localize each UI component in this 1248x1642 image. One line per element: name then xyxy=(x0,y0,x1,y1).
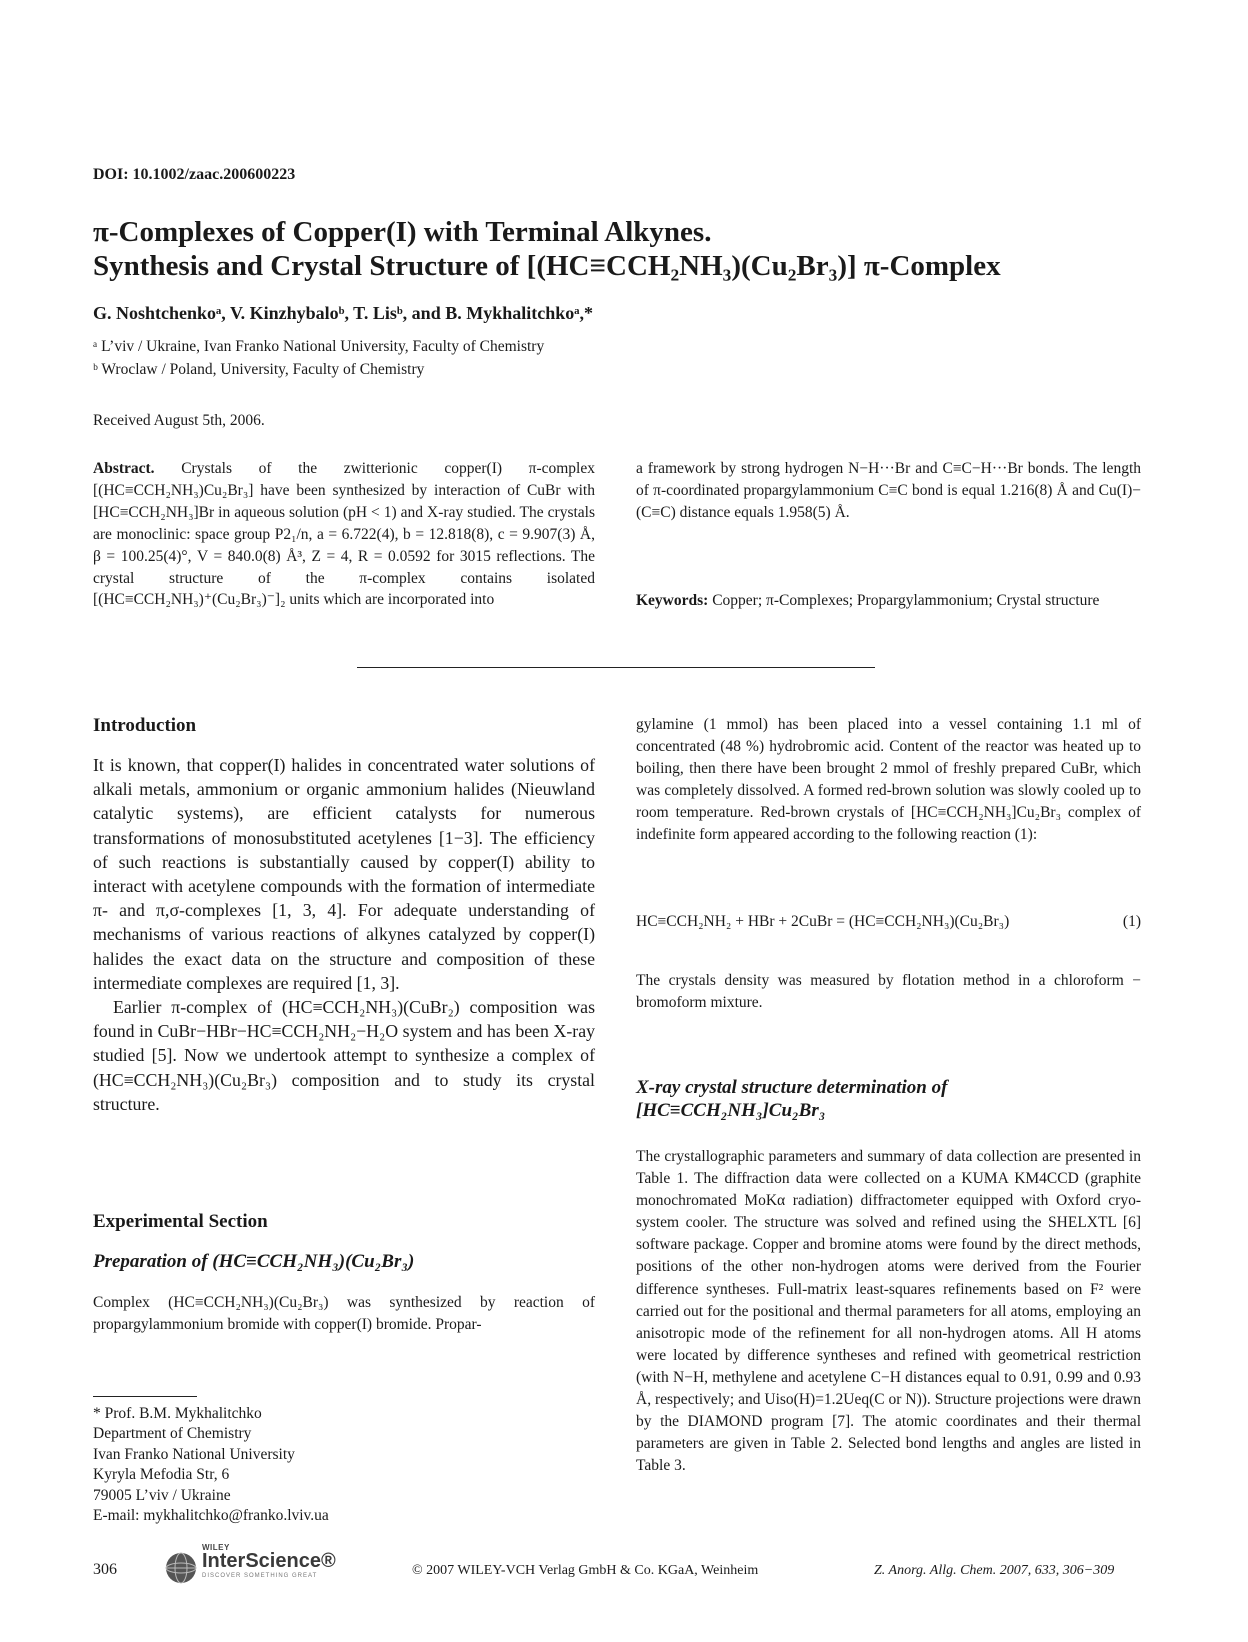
abstract-text: Crystals of the zwitterionic copper(I) π-complex [(HC≡CCH₂NH₃)Cu₂Br₃] have been synthesized by interaction of CuBr with [HC≡CCH₂NH₃]Br in aqueous solution (pH < 1) and X-ray studied. The crystals are monoclinic: space group P2₁/n, a = 6.722(4), b = 12.818(8), c = 9.907(3) Å, β = 100.25(4)°, V = 840.0(8) Å³, Z = 4, R = 0.0592 for 3015 reflections. The crystal structure of the π-complex contains isolated [(HC≡CCH₂NH₃)⁺(Cu₂Br₃)⁻]₂ units which are incorporated into xyxy=(93,460,595,609)
xray-heading xyxy=(636,1076,1141,1122)
logo-wiley: WILEY xyxy=(202,1543,230,1552)
logo-name: InterScience® xyxy=(202,1550,336,1572)
affiliation-a: ᵃ L’viv / Ukraine, Ivan Franko National University, Faculty of Chemistry xyxy=(93,338,545,355)
intro-paragraph-2: Earlier π-complex of (HC≡CCH₂NH₃)(CuBr₂) composition was found in CuBr−HBr−HC≡CCH₂NH₂−H₂O system and has been X-ray studied [5]. Now we undertook attempt to synthesize a complex of (HC≡CCH₂NH₃)(Cu₂Br₃) composition and to study its crystal structure. xyxy=(93,997,595,1114)
received-date: Received August 5th, 2006. xyxy=(93,412,265,429)
abstract-right: a framework by strong hydrogen N−H···Br and C≡C−H···Br bonds. The length of π-coordinated propargylammonium C≡C bond is equal 1.216(8) Å and Cu(I)−(C≡C) distance equals 1.958(5) Å. xyxy=(636,460,1141,521)
footnote-line: Department of Chemistry xyxy=(93,1425,252,1443)
xray-heading-line-1: X-ray crystal structure determination of xyxy=(636,1077,948,1098)
abstract-label: Abstract. xyxy=(93,460,155,477)
globe-icon xyxy=(164,1551,198,1585)
title-line-1: π-Complexes of Copper(I) with Terminal Alkynes. xyxy=(93,216,712,248)
abstract-left xyxy=(93,458,595,611)
affiliation-b: ᵇ Wroclaw / Poland, University, Faculty of Chemistry xyxy=(93,361,425,378)
footnote-line: * Prof. B.M. Mykhalitchko xyxy=(93,1405,262,1422)
article-title xyxy=(93,215,1173,283)
intro-body xyxy=(93,753,595,1116)
equation-text: HC≡CCH₂NH₂ + HBr + 2CuBr = (HC≡CCH₂NH₃)(Cu₂Br₃) xyxy=(636,913,1010,930)
corresponding-author-footnote xyxy=(93,1404,329,1526)
experimental-heading: Experimental Section xyxy=(93,1211,268,1232)
preparation-continued: gylamine (1 mmol) has been placed into a vessel containing 1.1 ml of concentrated (48 %) hydrobromic acid. Content of the reactor was heated up to boiling, then there have been brought 2 mmol of freshly prepared CuBr, which was completely dissolved. A formed red-brown solution was slowly cooled up to room temperature. Red-brown crystals of [HC≡CCH₂NH₃]Cu₂Br₃ complex of indefinite form appeared according to the following reaction (1): xyxy=(636,716,1141,844)
journal-citation: Z. Anorg. Allg. Chem. 2007, 633, 306−309 xyxy=(874,1563,1115,1578)
doi: DOI: 10.1002/zaac.200600223 xyxy=(93,166,296,183)
xray-body: The crystallographic parameters and summary of data collection are presented in Table 1. The diffraction data were collected on a KUMA KM4CCD (graphite monochromated MoKα radiation) diffractometer equipped with Oxford cryo-system cooler. The structure was solved and refined using the SHELXTL [6] software package. Copper and bromine atoms were found by the direct methods, positions of the other non-hydrogen atoms were derived from the Fourier difference syntheses. Full-matrix least-squares refinements based on F² were carried out for the positional and thermal parameters for all atoms, employing an anisotropic mode of the refinement for all non-hydrogen atoms. All H atoms were located by difference syntheses and refined with geometrical restriction (with N−H, methylene and acetylene C−H distances equal to 0.91, 0.99 and 0.93 Å, respectively; and Uiso(H)=1.2Ueq(C or N)). Structure projections were drawn by the DIAMOND program [7]. The atomic coordinates and their thermal parameters are given in Table 2. Selected bond lengths and angles are listed in Table 3. xyxy=(636,1148,1141,1475)
intro-paragraph-1: It is known, that copper(I) halides in concentrated water solutions of alkali metals, ammonium or organic ammonium halides (Nieuwland catalytic systems), are efficient catalysts for numerous transformations of monosubstituted acetylenes [1−3]. The efficiency of such reactions is substantially caused by copper(I) ability to interact with acetylene compounds with the formation of intermediate π- and π,σ-complexes [1, 3, 4]. For adequate understanding of mechanisms of various reactions of alkynes catalyzed by copper(I) halides the exact data on the structure and composition of these intermediate complexes are required [1, 3]. xyxy=(93,755,595,993)
footnote-line: Kyryla Mefodia Str, 6 xyxy=(93,1466,230,1484)
footnote-divider xyxy=(93,1396,197,1397)
page-number: 306 xyxy=(93,1561,117,1578)
density-paragraph: The crystals density was measured by flotation method in a chloroform − bromoform mixture. xyxy=(636,972,1141,1012)
author-list: G. Noshtchenkoᵃ, V. Kinzhybaloᵇ, T. Lisᵇ, and B. Mykhalitchkoᵃ,* xyxy=(93,303,593,323)
logo-tagline: DISCOVER SOMETHING GREAT xyxy=(202,1573,318,1579)
keywords xyxy=(636,590,1141,612)
footnote-line: 79005 L’viv / Ukraine xyxy=(93,1486,231,1504)
preparation-body: Complex (HC≡CCH₂NH₃)(Cu₂Br₃) was synthesized by reaction of propargylammonium bromide with copper(I) bromide. Propar- xyxy=(93,1294,595,1333)
equation-number: (1) xyxy=(1122,913,1141,930)
xray-heading-line-2: [HC≡CCH₂NH₃]Cu₂Br₃ xyxy=(636,1100,826,1121)
footnote-email[interactable]: E-mail: mykhalitchko@franko.lviv.ua xyxy=(93,1507,329,1525)
copyright: © 2007 WILEY-VCH Verlag GmbH & Co. KGaA, Weinheim xyxy=(412,1563,759,1578)
abstract-divider xyxy=(357,667,875,668)
title-line-2: Synthesis and Crystal Structure of [(HC≡CCH₂NH₃)(Cu₂Br₃)] π-Complex xyxy=(93,250,1001,282)
reaction-equation xyxy=(636,913,1141,931)
preparation-heading: Preparation of (HC≡CCH₂NH₃)(Cu₂Br₃) xyxy=(93,1251,415,1272)
footnote-line: Ivan Franko National University xyxy=(93,1445,295,1463)
keywords-text: Copper; π-Complexes; Propargylammonium; Crystal structure xyxy=(712,592,1100,609)
interscience-logo[interactable] xyxy=(164,1543,334,1587)
intro-heading: Introduction xyxy=(93,715,197,736)
keywords-label: Keywords: xyxy=(636,592,709,609)
